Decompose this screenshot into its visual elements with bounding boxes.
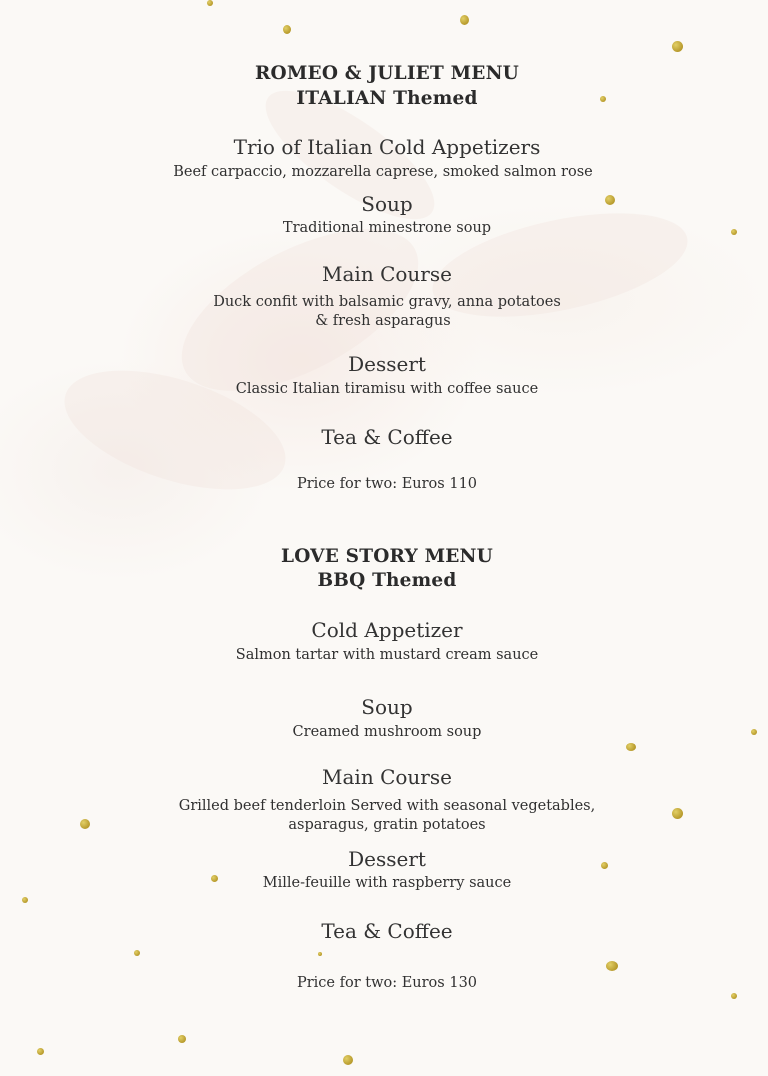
course-description: Traditional minestrone soup bbox=[282, 220, 492, 236]
course-heading-soup: Soup bbox=[361, 695, 413, 719]
menu-title: LOVE STORY MENU bbox=[280, 546, 493, 567]
course-description: Salmon tartar with mustard cream sauce bbox=[235, 647, 539, 663]
course-heading-appetizer: Cold Appetizer bbox=[311, 618, 463, 642]
course-heading-dessert: Dessert bbox=[348, 847, 426, 871]
course-description: Grilled beef tenderloin Served with seasonal vegetables, bbox=[178, 798, 596, 814]
course-heading-dessert: Dessert bbox=[348, 352, 426, 376]
menu-title: ROMEO & JULIET MENU bbox=[254, 63, 520, 84]
course-heading-appetizers: Trio of Italian Cold Appetizers bbox=[233, 135, 541, 159]
course-heading-main: Main Course bbox=[322, 262, 452, 286]
course-description: Creamed mushroom soup bbox=[292, 724, 482, 740]
course-description: Duck confit with balsamic gravy, anna potatoes bbox=[213, 294, 561, 310]
course-heading-soup: Soup bbox=[361, 192, 413, 216]
course-description: Beef carpaccio, mozzarella caprese, smoked salmon rose bbox=[173, 164, 593, 180]
menu-theme: ITALIAN Themed bbox=[296, 88, 478, 109]
course-description: Mille-feuille with raspberry sauce bbox=[262, 875, 512, 891]
course-heading-tea-coffee: Tea & Coffee bbox=[321, 425, 453, 449]
menu-price: Price for two: Euros 130 bbox=[296, 975, 478, 991]
course-description: & fresh asparagus bbox=[315, 313, 451, 329]
course-description: Classic Italian tiramisu with coffee sauce bbox=[235, 381, 539, 397]
menu-price: Price for two: Euros 110 bbox=[296, 476, 478, 492]
menu-theme: BBQ Themed bbox=[317, 570, 457, 591]
course-heading-tea-coffee: Tea & Coffee bbox=[321, 919, 453, 943]
course-description: asparagus, gratin potatoes bbox=[288, 817, 486, 833]
course-heading-main: Main Course bbox=[322, 765, 452, 789]
